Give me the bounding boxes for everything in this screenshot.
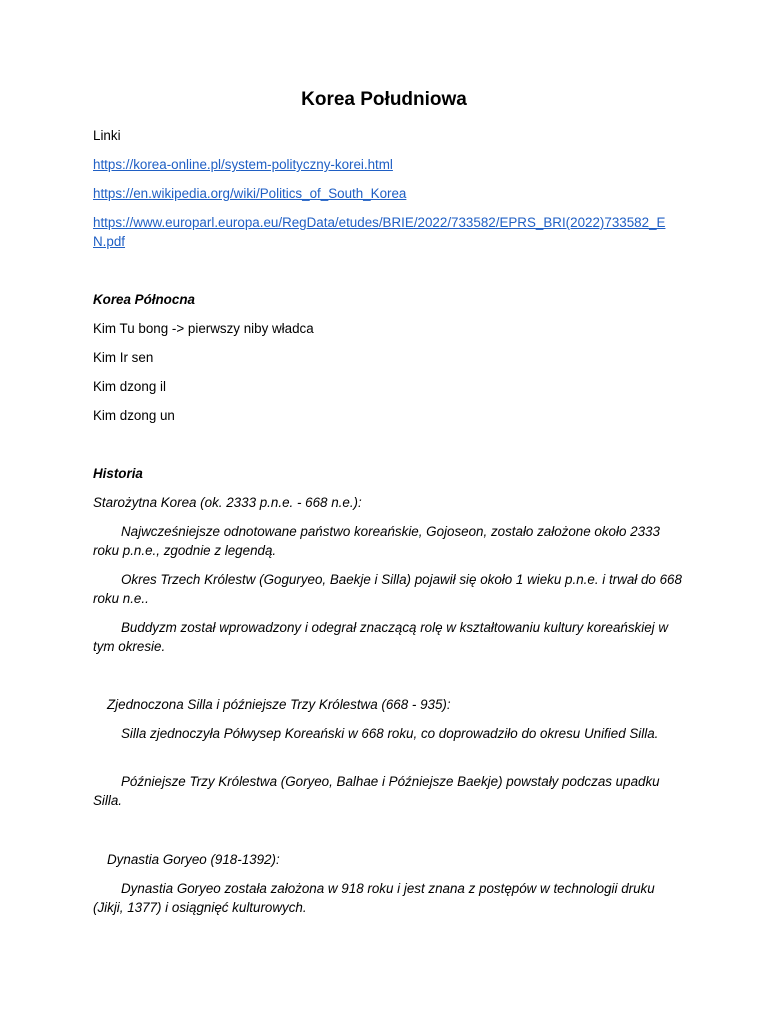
- link-europarl[interactable]: https://www.europarl.europa.eu/RegData/etudes/BRIE/2022/733582/EPRS_BRI(2022)733582_EN.pdf: [93, 215, 666, 249]
- list-item: Kim Ir sen: [93, 350, 154, 365]
- link-wikipedia[interactable]: https://en.wikipedia.org/wiki/Politics_of_South_Korea: [93, 186, 407, 201]
- north-korea-heading: Korea Północna: [93, 292, 195, 307]
- ancient-korea-heading: Starożytna Korea (ok. 2333 p.n.e. - 668 n.e.):: [93, 495, 362, 510]
- list-item: Kim dzong il: [93, 379, 166, 394]
- history-heading: Historia: [93, 466, 143, 481]
- list-item: Kim dzong un: [93, 408, 175, 423]
- paragraph: Dynastia Goryeo została założona w 918 roku i jest znana z postępów w technologii druku (Jikji, 1377) i osiągnięć kulturowych.: [93, 881, 655, 915]
- link-korea-online[interactable]: https://korea-online.pl/system-polityczny-korei.html: [93, 157, 393, 172]
- links-label: Linki: [93, 128, 121, 143]
- paragraph: Silla zjednoczyła Półwysep Koreański w 668 roku, co doprowadziło do okresu Unified Silla.: [121, 726, 659, 741]
- goryeo-heading: Dynastia Goryeo (918-1392):: [107, 852, 280, 867]
- page-title: Korea Południowa: [301, 89, 467, 110]
- paragraph: Późniejsze Trzy Królestwa (Goryeo, Balhae i Późniejsze Baekje) powstały podczas upadku Silla.: [93, 774, 660, 808]
- unified-silla-heading: Zjednoczona Silla i późniejsze Trzy Królestwa (668 - 935):: [107, 697, 451, 712]
- paragraph: Najwcześniejsze odnotowane państwo koreańskie, Gojoseon, zostało założone około 2333 roku p.n.e., zgodnie z legendą.: [93, 524, 660, 558]
- paragraph: Buddyzm został wprowadzony i odegrał znaczącą rolę w kształtowaniu kultury koreańskiej w tym okresie.: [93, 620, 669, 654]
- list-item: Kim Tu bong -> pierwszy niby władca: [93, 321, 314, 336]
- paragraph: Okres Trzech Królestw (Goguryeo, Baekje i Silla) pojawił się około 1 wieku p.n.e. i trwał do 668 roku n.e..: [93, 572, 682, 606]
